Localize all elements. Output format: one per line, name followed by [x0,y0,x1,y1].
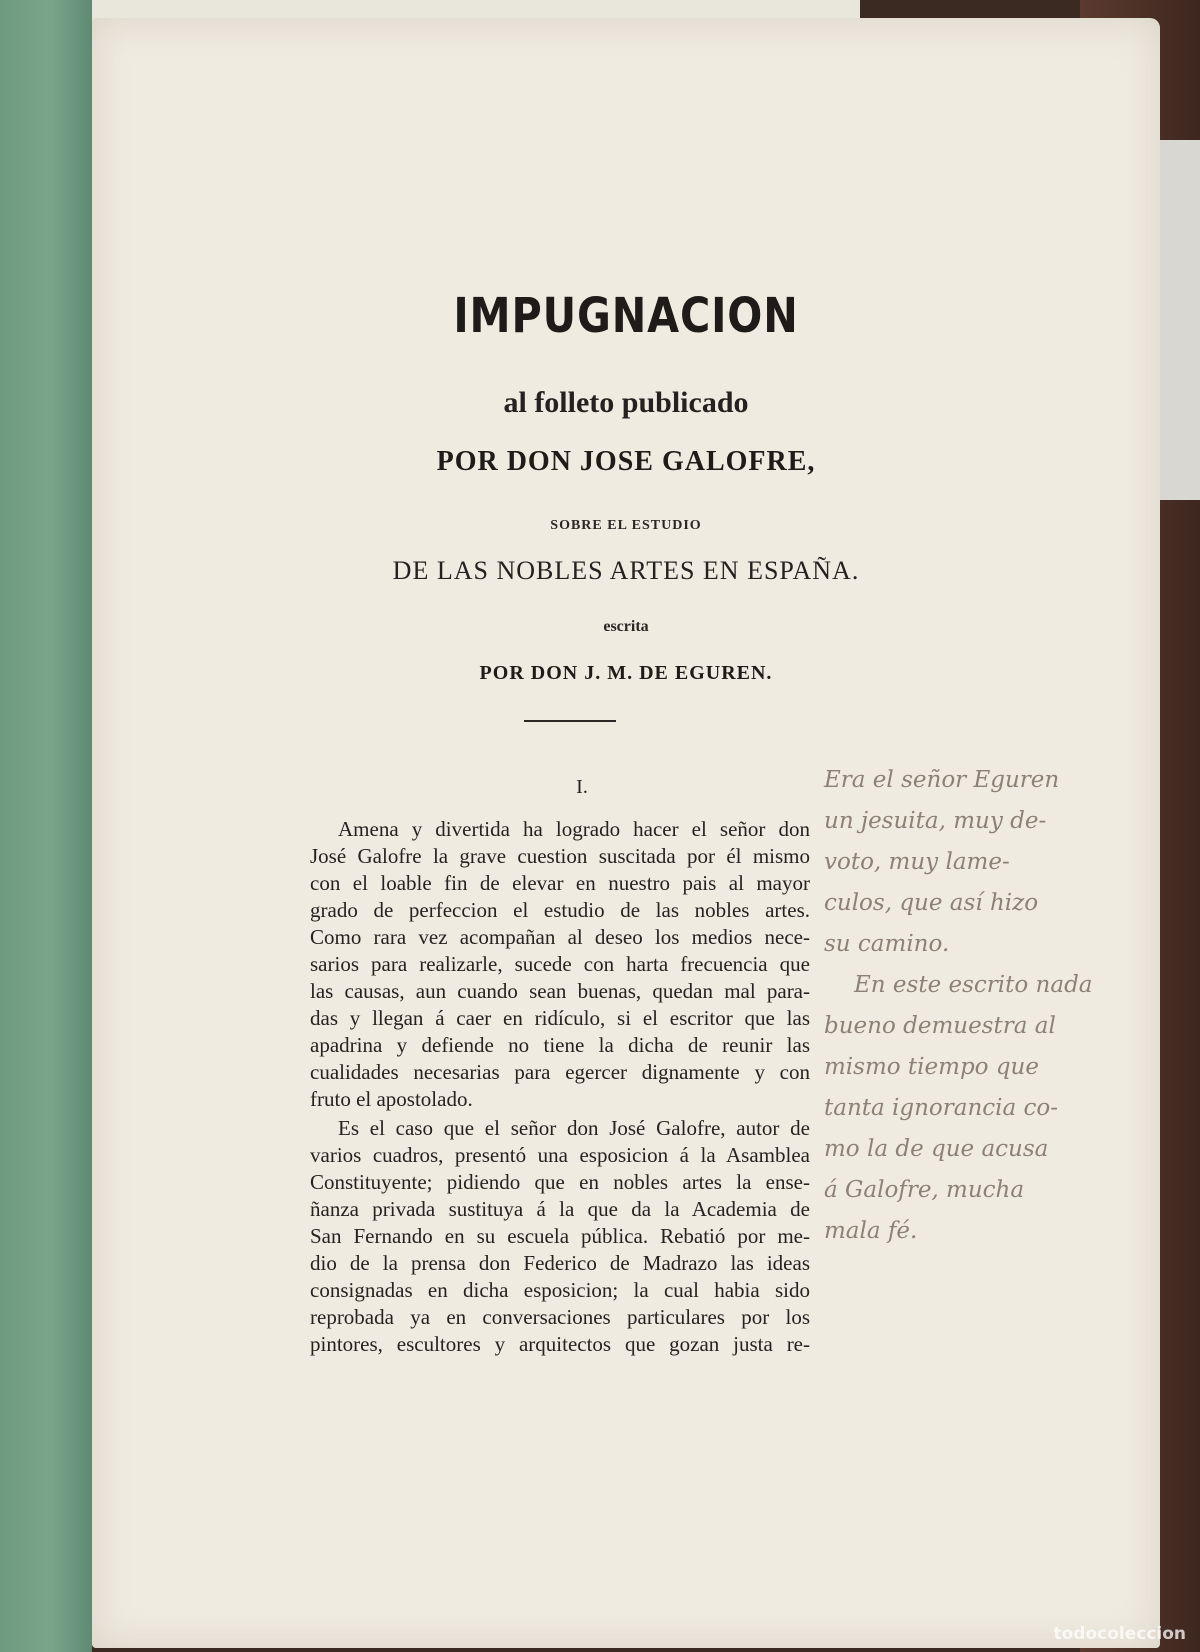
text-line: das y llegan á caer en ridículo, si el escritor que las [310,1006,810,1030]
writer-line: POR DON J. M. DE EGUREN. [479,662,773,684]
text-line: sarios para realizarle, sucede con harta frecuencia que [310,952,810,976]
text-line: dio de la prensa don Federico de Madrazo las ideas [310,1251,810,1275]
text-line: las causas, aun cuando sean buenas, quedan mal para- [310,979,810,1003]
title-rule [524,720,616,722]
subject-small: SOBRE EL ESTUDIO [550,518,702,533]
text-line: Constituyente; pidiendo que en nobles artes la ense- [310,1170,810,1194]
paragraph [310,816,810,1113]
text-line: pintores, escultores y arquitectos que gozan justa re- [310,1332,810,1356]
note-line: culos, que así hizo [824,890,1039,916]
note-line: á Galofre, mucha [824,1177,1025,1203]
text-line: consignadas en dicha esposicion; la cual habia sido [310,1278,810,1302]
note-line: mo la de que acusa [824,1136,1049,1162]
text-line: reprobada ya en conversaciones particulares por los [310,1305,810,1329]
text-line: grado de perfeccion el estudio de las nobles artes. [310,898,810,922]
watermark: todocoleccion [1053,1624,1186,1644]
document-subtitle: al folleto publicado [503,386,749,419]
text-line: varios cuadros, presentó una esposicion á la Asamblea [310,1143,810,1167]
written-label: escrita [603,618,649,635]
text-line: José Galofre la grave cuestion suscitada por él mismo [310,844,810,868]
note-line: bueno demuestra al [824,1013,1056,1039]
section-number: I. [576,776,588,798]
note-line: un jesuita, muy de- [824,808,1047,834]
paragraph [310,1115,810,1358]
note-line: En este escrito nada [854,972,1093,998]
author-line: POR DON JOSE GALOFRE, [436,446,816,477]
note-line: tanta ignorancia co- [824,1095,1059,1121]
green-cover [0,0,92,1652]
document-page [92,18,1160,1648]
text-line: con el loable fin de elevar en nuestro pais al mayor [310,871,810,895]
note-line: su camino. [824,931,950,957]
text-line: Es el caso que el señor don José Galofre, autor de [338,1116,810,1140]
body-text [310,816,810,1360]
note-line: Era el señor Eguren [824,767,1060,793]
handwritten-margin-note [824,760,1154,1252]
text-line: San Fernando en su escuela pública. Rebatió por me- [310,1224,810,1248]
text-line: Como rara vez acompañan al deseo los medios nece- [310,925,810,949]
text-line: fruto el apostolado. [310,1087,473,1111]
note-line: voto, muy lame- [824,849,1010,875]
document-title: IMPUGNACION [453,288,799,344]
note-line: mismo tiempo que [824,1054,1039,1080]
note-line: mala fé. [824,1218,918,1244]
text-line: apadrina y defiende no tiene la dicha de reunir las [310,1033,810,1057]
text-line: Amena y divertida ha logrado hacer el señor don [338,817,810,841]
text-line: cualidades necesarias para egercer dignamente y con [310,1060,810,1084]
text-line: ñanza privada sustituya á la que da la Academia de [310,1197,810,1221]
subject-main: DE LAS NOBLES ARTES EN ESPAÑA. [392,556,860,585]
